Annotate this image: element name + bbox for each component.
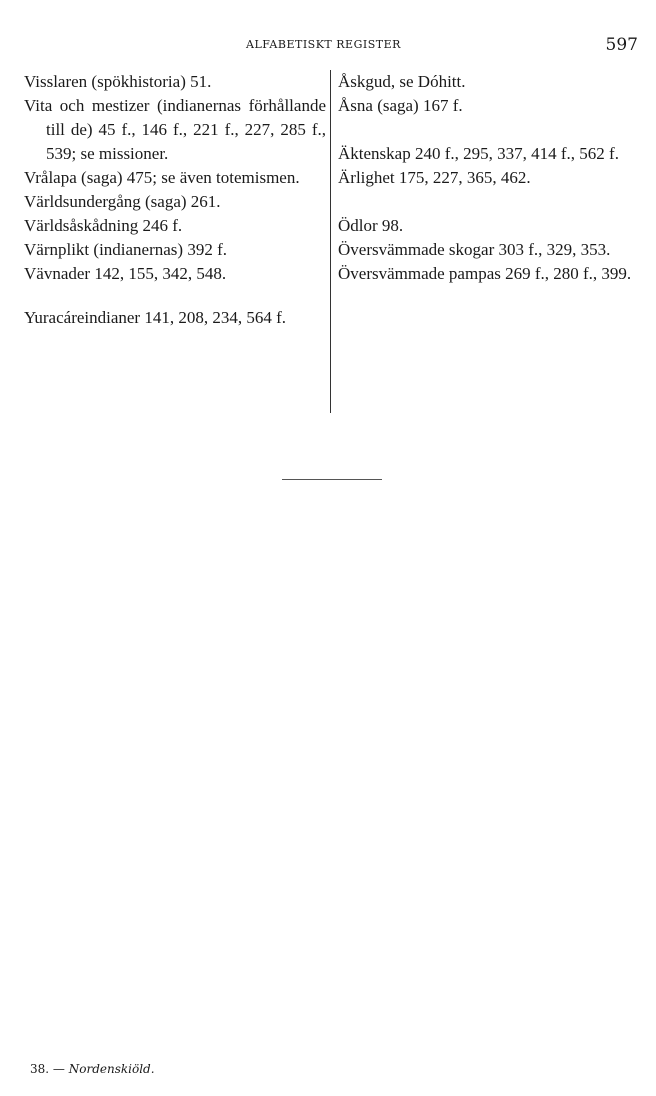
- running-head: [0, 35, 656, 58]
- index-entry: Vita och mestizer (indianernas förhållande till de) 45 f., 146 f., 221 f., 227, 285 f., 539; se missioner.: [24, 96, 326, 163]
- index-entry: Översvämmade skogar 303 f., 329, 353.: [338, 240, 611, 259]
- index-entry: Åskgud, se Dóhitt.: [338, 72, 466, 91]
- index-entry: Ödlor 98.: [338, 216, 404, 235]
- footer-signature: [30, 1062, 155, 1076]
- end-rule: [282, 479, 382, 480]
- index-entry: Värnplikt (indianernas) 392 f.: [24, 240, 227, 259]
- left-column: [24, 70, 326, 330]
- index-entry: Världsåskådning 246 f.: [24, 216, 183, 235]
- right-column: [338, 70, 638, 286]
- signature-number: 38.: [30, 1062, 50, 1076]
- index-entry: Visslaren (spökhistoria) 51.: [24, 72, 212, 91]
- signature-author: Nordenskiöld.: [68, 1062, 155, 1076]
- index-entry: Äktenskap 240 f., 295, 337, 414 f., 562 f.: [338, 144, 619, 163]
- index-entry: Översvämmade pampas 269 f., 280 f., 399.: [338, 264, 632, 283]
- index-entry: Ärlighet 175, 227, 365, 462.: [338, 168, 531, 187]
- index-entry: Vävnader 142, 155, 342, 548.: [24, 264, 227, 283]
- index-entry: Åsna (saga) 167 f.: [338, 96, 463, 115]
- index-entry: Världsundergång (saga) 261.: [24, 192, 221, 211]
- signature-dash: —: [52, 1062, 65, 1076]
- page-number: 597: [605, 35, 638, 55]
- index-entry: Vrålapa (saga) 475; se även totemismen.: [24, 168, 300, 187]
- running-title: ALFABETISKT REGISTER: [246, 38, 401, 51]
- column-divider: [330, 70, 331, 413]
- index-entry: Yuracáreindianer 141, 208, 234, 564 f.: [24, 308, 287, 327]
